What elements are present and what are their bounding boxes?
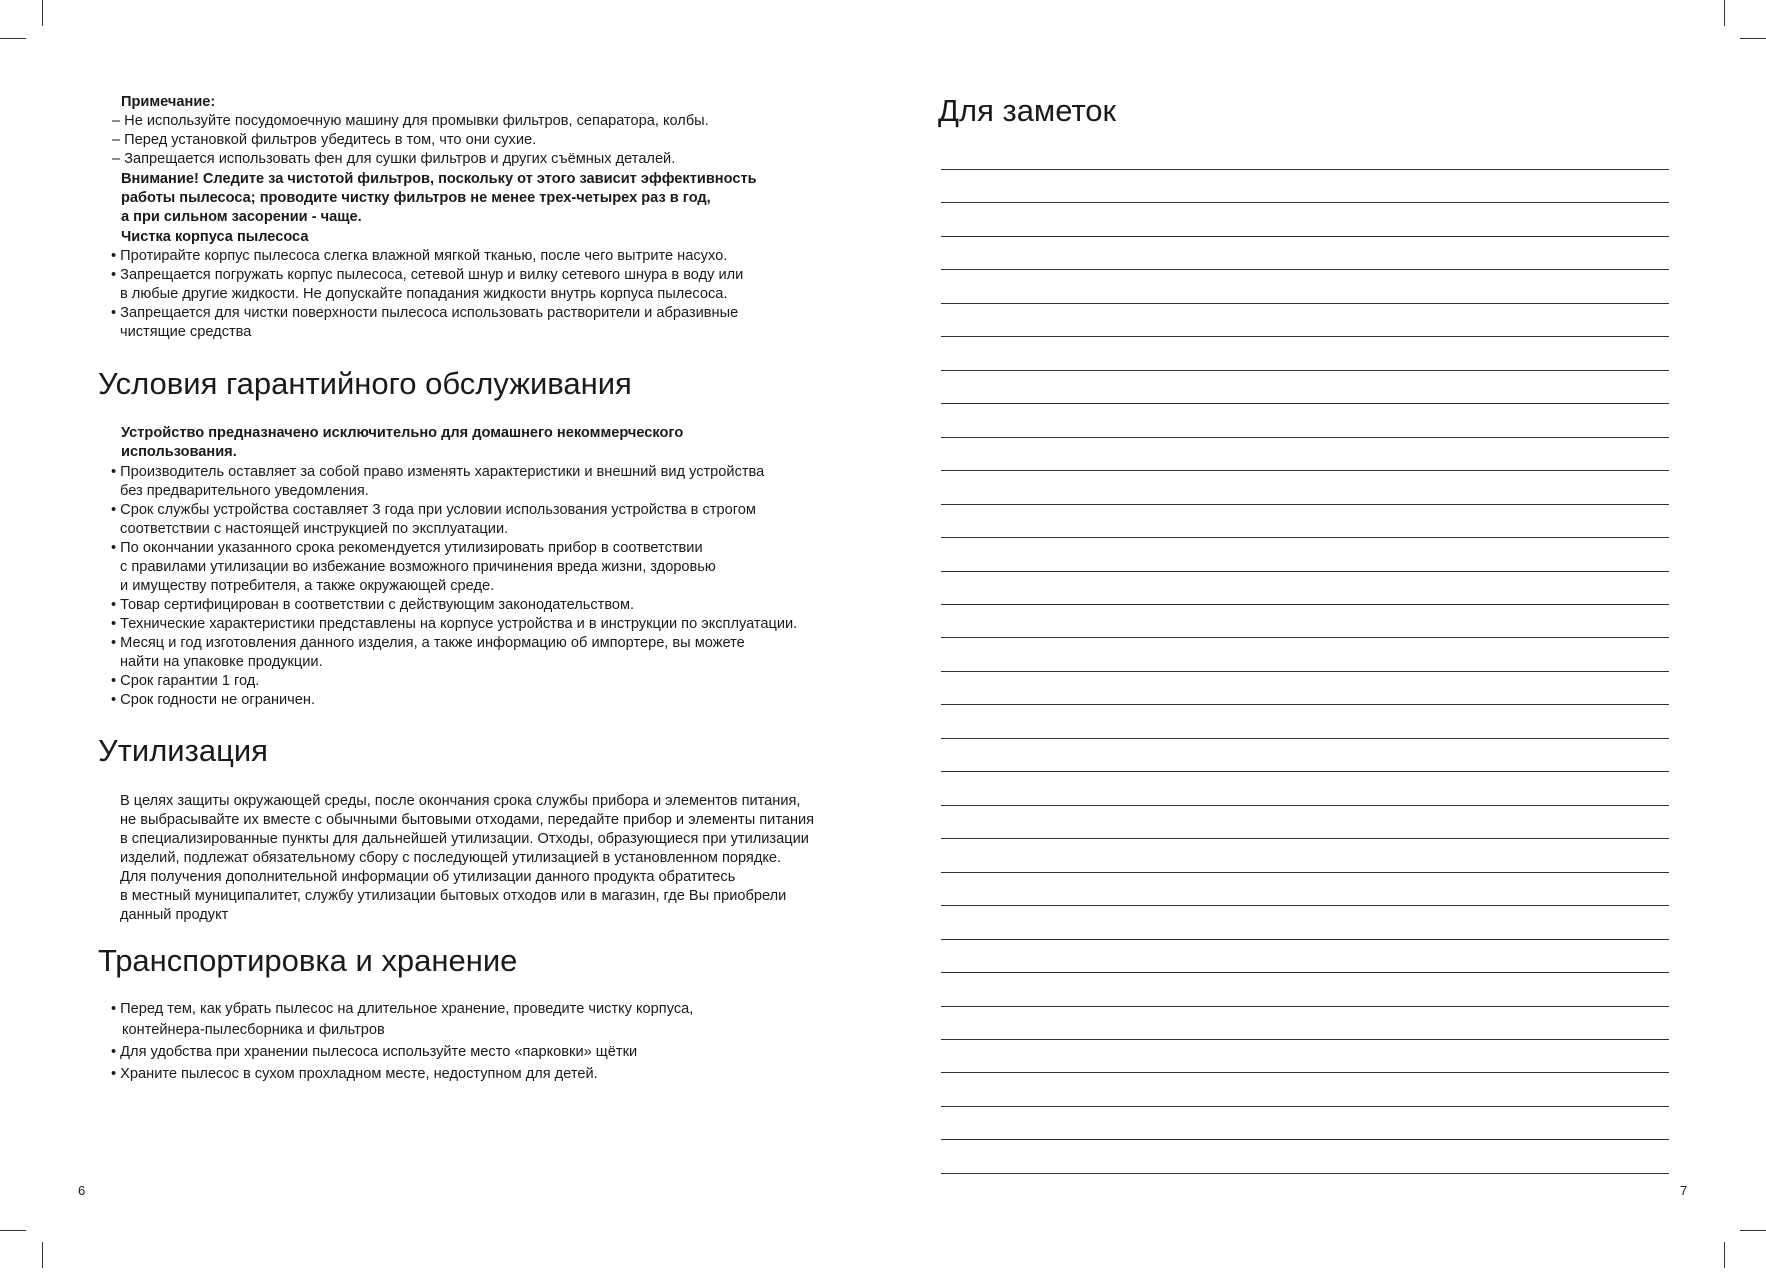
warning-line: работы пылесоса; проводите чистку фильтров не менее трех-четырех раз в год, bbox=[121, 190, 711, 206]
warranty-line: • Месяц и год изготовления данного изделия, а также информацию об импортере, вы можете bbox=[111, 635, 745, 651]
warranty-line: • Срок гарантии 1 год. bbox=[111, 673, 260, 689]
disposal-line: в местный муниципалитет, службу утилизации бытовых отходов или в магазин, где Вы приобрели bbox=[120, 888, 787, 904]
warranty-line: и имуществу потребителя, а также окружающей среде. bbox=[120, 578, 495, 594]
note-line bbox=[941, 169, 1669, 170]
disposal-line: Для получения дополнительной информации об утилизации данного продукта обратитесь bbox=[120, 869, 736, 885]
transport-line: контейнера-пылесборника и фильтров bbox=[122, 1022, 385, 1038]
body-cleaning-line: • Запрещается погружать корпус пылесоса, сетевой шнур и вилку сетевого шнура в воду или bbox=[111, 267, 744, 283]
note-line bbox=[941, 1072, 1669, 1073]
body-cleaning-line: в любые другие жидкости. Не допускайте попадания жидкости внутрь корпуса пылесоса. bbox=[120, 286, 728, 302]
disposal-line: не выбрасывайте их вместе с обычными бытовыми отходами, передайте прибор и элементы питания bbox=[120, 812, 815, 828]
note-title: Примечание: bbox=[121, 94, 216, 110]
note-line bbox=[941, 370, 1669, 371]
page-number-left: 6 bbox=[78, 1183, 86, 1198]
crop-mark bbox=[1740, 38, 1766, 39]
note-line bbox=[941, 905, 1669, 906]
body-cleaning-line: • Протирайте корпус пылесоса слегка влажной мягкой тканью, после чего вытрите насухо. bbox=[111, 248, 728, 264]
warranty-line: • По окончании указанного срока рекомендуется утилизировать прибор в соответствии bbox=[111, 540, 703, 556]
warning-line: а при сильном засорении - чаще. bbox=[121, 209, 362, 225]
warranty-line: • Срок годности не ограничен. bbox=[111, 692, 315, 708]
note-line bbox=[941, 637, 1669, 638]
crop-mark bbox=[42, 1242, 43, 1268]
warranty-line: найти на упаковке продукции. bbox=[120, 654, 323, 670]
note-line bbox=[941, 537, 1669, 538]
note-line bbox=[941, 403, 1669, 404]
note-line bbox=[941, 939, 1669, 940]
note-line bbox=[941, 269, 1669, 270]
warranty-line: • Срок службы устройства составляет 3 года при условии использования устройства в строгом bbox=[111, 502, 756, 518]
note-line bbox=[941, 1106, 1669, 1107]
disposal-heading: Утилизация bbox=[98, 733, 268, 768]
disposal-line: данный продукт bbox=[120, 907, 229, 923]
body-cleaning-line: чистящие средства bbox=[120, 324, 252, 340]
warranty-intro: использования. bbox=[121, 444, 237, 460]
warranty-line: без предварительного уведомления. bbox=[120, 483, 369, 499]
disposal-line: В целях защиты окружающей среды, после окончания срока службы прибора и элементов питания, bbox=[120, 793, 801, 809]
transport-line: • Перед тем, как убрать пылесос на длительное хранение, проведите чистку корпуса, bbox=[111, 1001, 694, 1017]
crop-mark bbox=[1740, 1230, 1766, 1231]
note-item: – Запрещается использовать фен для сушки фильтров и других съёмных деталей. bbox=[112, 151, 676, 167]
note-line bbox=[941, 704, 1669, 705]
note-line bbox=[941, 336, 1669, 337]
notes-title: Для заметок bbox=[938, 93, 1117, 128]
note-line bbox=[941, 470, 1669, 471]
crop-mark bbox=[42, 0, 43, 26]
note-item: – Не используйте посудомоечную машину для промывки фильтров, сепаратора, колбы. bbox=[112, 113, 709, 129]
note-line bbox=[941, 437, 1669, 438]
note-line bbox=[941, 805, 1669, 806]
crop-mark bbox=[0, 1230, 26, 1231]
note-line bbox=[941, 1039, 1669, 1040]
note-line bbox=[941, 1006, 1669, 1007]
disposal-line: в специализированные пункты для дальнейшей утилизации. Отходы, образующиеся при утилизации bbox=[120, 831, 809, 847]
note-item: – Перед установкой фильтров убедитесь в том, что они сухие. bbox=[112, 132, 537, 148]
transport-line: • Храните пылесос в сухом прохладном месте, недоступном для детей. bbox=[111, 1066, 598, 1082]
note-line bbox=[941, 771, 1669, 772]
crop-mark bbox=[1724, 1242, 1725, 1268]
note-line bbox=[941, 671, 1669, 672]
disposal-line: изделий, подлежат обязательному сбору с последующей утилизацией в установленном порядке. bbox=[120, 850, 782, 866]
warranty-line: • Производитель оставляет за собой право изменять характеристики и внешний вид устройства bbox=[111, 464, 765, 480]
body-cleaning-title: Чистка корпуса пылесоса bbox=[121, 229, 309, 245]
note-line bbox=[941, 872, 1669, 873]
note-line bbox=[941, 972, 1669, 973]
warranty-line: • Товар сертифицирован в соответствии с действующим законодательством. bbox=[111, 597, 635, 613]
warranty-intro: Устройство предназначено исключительно для домашнего некоммерческого bbox=[121, 425, 684, 441]
warranty-line: соответствии с настоящей инструкцией по эксплуатации. bbox=[120, 521, 509, 537]
note-line bbox=[941, 1139, 1669, 1140]
warranty-heading: Условия гарантийного обслуживания bbox=[98, 366, 632, 401]
transport-line: • Для удобства при хранении пылесоса используйте место «парковки» щётки bbox=[111, 1044, 638, 1060]
crop-mark bbox=[0, 38, 26, 39]
note-line bbox=[941, 303, 1669, 304]
note-line bbox=[941, 604, 1669, 605]
page-number-right: 7 bbox=[1680, 1183, 1688, 1198]
warranty-line: с правилами утилизации во избежание возможного причинения вреда жизни, здоровью bbox=[120, 559, 716, 575]
note-line bbox=[941, 202, 1669, 203]
body-cleaning-line: • Запрещается для чистки поверхности пылесоса использовать растворители и абразивные bbox=[111, 305, 739, 321]
crop-mark bbox=[1724, 0, 1725, 26]
note-line bbox=[941, 504, 1669, 505]
transport-heading: Транспортировка и хранение bbox=[98, 943, 518, 978]
warranty-line: • Технические характеристики представлены на корпусе устройства и в инструкции по эксплуатации. bbox=[111, 616, 798, 632]
note-line bbox=[941, 1173, 1669, 1174]
note-line bbox=[941, 838, 1669, 839]
note-line bbox=[941, 236, 1669, 237]
note-line bbox=[941, 738, 1669, 739]
note-line bbox=[941, 571, 1669, 572]
warning-line: Внимание! Следите за чистотой фильтров, поскольку от этого зависит эффективность bbox=[121, 171, 757, 187]
